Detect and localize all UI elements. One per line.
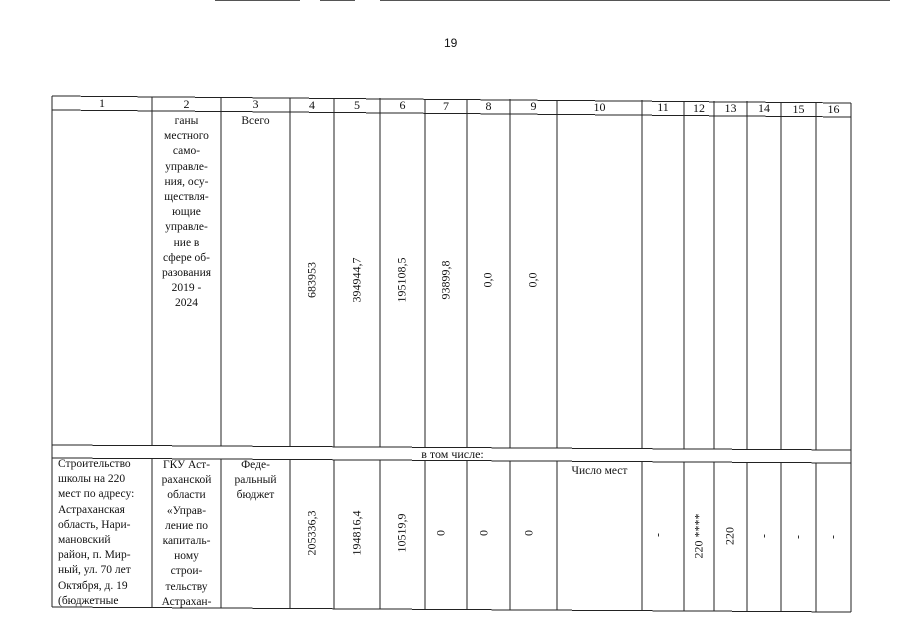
in-total-label: в том числе: [421, 447, 484, 461]
row2-value-col7: 0 [433, 530, 448, 536]
row1-value-col8: 0,0 [480, 272, 495, 288]
row2-value-col5: 194816,4 [349, 510, 364, 556]
header-col-7: 7 [443, 99, 449, 113]
header-col-2: 2 [183, 97, 190, 111]
row2-value-col4: 205336,3 [304, 510, 319, 556]
header-col-16: 16 [827, 102, 840, 116]
row1-value-col9: 0,0 [525, 272, 540, 288]
header-col-15: 15 [792, 102, 805, 116]
row1-value-col6: 195108,5 [394, 257, 409, 303]
row2-value-col11: - [650, 533, 665, 537]
row2-value-col15: - [790, 535, 805, 539]
row1-value-col4: 683953 [304, 262, 319, 298]
row2-executor: ГКУ Аст- раханской области «Управ- ление по капиталь- ному строи- тельству Астрахан- [161, 459, 212, 608]
header-col-8: 8 [485, 99, 492, 113]
row1-funding-source: Всего [241, 115, 270, 127]
row2-value-col9: 0 [521, 530, 536, 536]
row2-value-col16: - [825, 535, 840, 539]
header-col-11: 11 [657, 100, 669, 114]
header-col-4: 4 [309, 98, 315, 112]
row2-value-col12: 220 **** [691, 513, 706, 559]
page-number: 19 [444, 36, 458, 50]
header-col-12: 12 [693, 101, 705, 115]
header-col-9: 9 [530, 99, 537, 113]
row1-executor: ганы местного само- управле- ния, осу- ществля- ющие управле- ние в сфере об- разования 2019 - 2024 [161, 115, 212, 310]
header-col-10: 10 [593, 100, 606, 114]
row2-value-col8: 0 [476, 530, 491, 536]
header-col-13: 13 [724, 101, 737, 115]
row2-value-col13: 220 [722, 527, 737, 545]
header-col-1: 1 [99, 96, 105, 110]
header-col-5: 5 [354, 98, 360, 112]
row2-object-description: Строительство школы на 220 мест по адресу: Астраханская область, Нари- мановский район, п. Мир- ный, ул. 70 лет Октября, д. 19 (бюджетные [58, 458, 135, 607]
header-col-6: 6 [399, 98, 406, 112]
row2-funding-source: Феде- ральный бюджет [234, 459, 277, 502]
row2-value-col6: 10519,9 [394, 513, 409, 553]
row2-value-col14: - [756, 534, 771, 538]
header-col-14: 14 [758, 101, 770, 115]
row1-value-col5: 394944,7 [349, 257, 364, 303]
header-col-3: 3 [252, 97, 259, 111]
row2-indicator: Число мест [571, 465, 628, 477]
row1-value-col7: 93899,8 [438, 260, 453, 300]
